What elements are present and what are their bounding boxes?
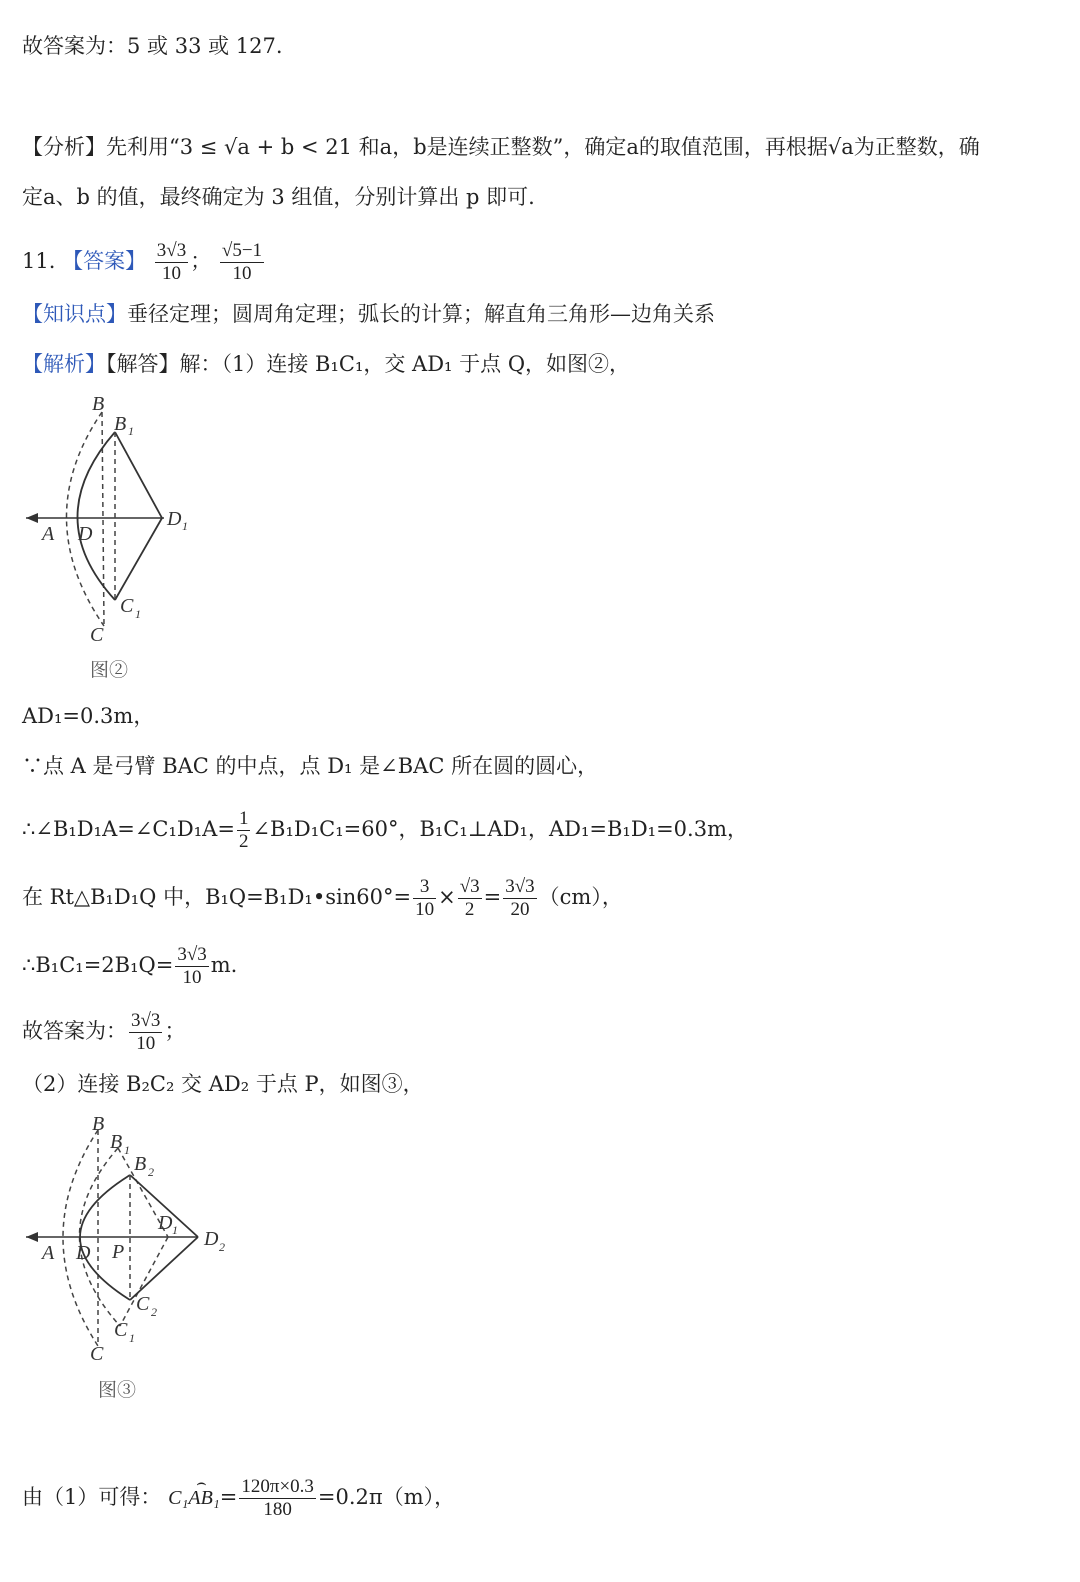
times-sign: × xyxy=(438,885,456,909)
question-number: 11. xyxy=(22,249,56,273)
label-B: B xyxy=(92,393,105,415)
fraction-denominator: 10 xyxy=(415,899,435,920)
half-fraction xyxy=(237,808,251,853)
answer-tag: 【答案】 xyxy=(62,249,147,273)
equals-sign: = xyxy=(483,885,502,909)
rt-triangle-line xyxy=(22,876,623,921)
part2-line: （2）连接 B₂C₂ 交 AD₂ 于点 P，如图③， xyxy=(22,1072,424,1096)
fraction-numerator: √5−1 xyxy=(221,240,263,261)
separator: ； xyxy=(190,249,212,273)
analysis-line-2: 定a、b 的值，最终确定为 3 组值，分别计算出 p 即可. xyxy=(22,185,535,209)
fraction xyxy=(458,876,482,921)
fraction-denominator: 10 xyxy=(136,1033,156,1054)
label-B: B xyxy=(92,1113,105,1135)
angle-text-end: ∠B₁D₁C₁=60°，B₁C₁⊥AD₁，AD₁=B₁D₁=0.3m， xyxy=(252,817,748,841)
rt-text: 在 Rt△B₁D₁Q 中，B₁Q=B₁D₁•sin60°= xyxy=(22,885,412,909)
because-line: ∵点 A 是弓臂 BAC 的中点，点 D₁ 是∠BAC 所在圆的圆心， xyxy=(22,754,599,778)
arc-notation xyxy=(168,1475,220,1512)
fraction-numerator: 1 xyxy=(238,808,249,829)
fraction-numerator: 3√3 xyxy=(505,876,535,897)
answer-fraction-1 xyxy=(155,240,188,285)
fraction xyxy=(175,944,208,989)
label-C: C xyxy=(90,624,104,646)
label-sub: 1 xyxy=(172,1223,178,1237)
from-text: 由（1）可得： xyxy=(22,1485,162,1509)
ad1-line: AD₁=0.3m， xyxy=(22,704,155,728)
unit-text: m. xyxy=(210,953,238,977)
fraction-denominator: 20 xyxy=(510,899,530,920)
fraction xyxy=(129,1010,162,1055)
label-A: A xyxy=(42,523,55,545)
fraction-numerator: 3 xyxy=(413,876,436,899)
figure-2-caption: 图② xyxy=(90,660,129,681)
solution-line xyxy=(22,350,630,378)
label-C1: C xyxy=(114,1319,128,1341)
solution-tag: 【解析】 xyxy=(22,352,106,376)
figure-3-bow-diagram xyxy=(20,1108,250,1408)
separator: ； xyxy=(164,1019,186,1043)
figure-2-bow-diagram xyxy=(20,390,220,690)
fraction-denominator: 180 xyxy=(263,1499,292,1520)
knowledge-point-tag: 【知识点】 xyxy=(22,302,127,326)
label-sub: 2 xyxy=(219,1240,225,1254)
q11-answer-line xyxy=(22,240,266,285)
label-sub: 2 xyxy=(148,1165,154,1179)
knowledge-point-text: 垂径定理；圆周角定理；弧长的计算；解直角三角形—边角关系 xyxy=(127,302,715,326)
solution-text: 【解答】解：（1）连接 B₁C₁，交 AD₁ 于点 Q，如图②， xyxy=(106,352,631,376)
arc-label: C₁AB₁ xyxy=(168,1487,220,1509)
label-C2: C xyxy=(136,1293,150,1315)
fraction-denominator: 10 xyxy=(162,263,181,284)
result-text: =0.2π（m）， xyxy=(317,1485,456,1509)
arc-length-line xyxy=(22,1476,455,1521)
label-D: D xyxy=(76,1242,91,1264)
label-sub: 1 xyxy=(128,424,134,438)
label-sub: 2 xyxy=(151,1305,157,1319)
fraction xyxy=(503,876,536,921)
label-D2: D xyxy=(204,1228,219,1250)
equals-sign: = xyxy=(219,1485,238,1509)
label-C1: C xyxy=(120,595,134,617)
angle-text: ∴∠B₁D₁A=∠C₁D₁A= xyxy=(22,817,235,841)
figure-3-caption: 图③ xyxy=(98,1380,137,1401)
fraction-numerator: 3√3 xyxy=(131,1010,161,1031)
fraction-numerator: 120π×0.3 xyxy=(241,1476,314,1497)
label-A: A xyxy=(42,1242,55,1264)
unit-text: （cm）， xyxy=(538,885,623,909)
fraction-denominator: 10 xyxy=(182,967,202,988)
label-D1: D xyxy=(167,508,182,530)
label-C: C xyxy=(90,1343,104,1365)
fraction-numerator: 3√3 xyxy=(156,240,187,261)
fraction-denominator: 10 xyxy=(232,263,252,284)
analysis-line-1: 【分析】先利用“3 ≤ √a + b < 21 和a，b是连续正整数”，确定a的取值范围，再根据√a为正整数，确 xyxy=(22,135,980,159)
fraction-denominator: 2 xyxy=(238,831,249,852)
fraction xyxy=(413,876,436,921)
arc-icon: ⌢ xyxy=(196,1475,207,1492)
label-sub: 1 xyxy=(182,519,188,533)
label-B2: B xyxy=(134,1153,147,1175)
answer-fraction-2 xyxy=(220,240,264,285)
b1c1-text: ∴B₁C₁=2B₁Q= xyxy=(22,953,174,977)
label-sub: 1 xyxy=(129,1331,135,1345)
label-sub: 1 xyxy=(135,607,141,621)
label-B1: B xyxy=(114,413,127,435)
fraction-denominator: 2 xyxy=(464,899,475,920)
label-P: P xyxy=(112,1241,125,1263)
answer-line-q10: 故答案为：5 或 33 或 127. xyxy=(22,34,283,58)
answer-part1-line xyxy=(22,1010,185,1055)
knowledge-point-line xyxy=(22,300,715,328)
label-D: D xyxy=(78,523,93,545)
label-D1: D xyxy=(158,1212,173,1234)
label-sub: 1 xyxy=(124,1143,130,1157)
fraction-numerator: 3√3 xyxy=(177,944,207,965)
answer-text: 故答案为： xyxy=(22,1019,127,1043)
label-B1: B xyxy=(110,1131,123,1153)
fraction xyxy=(239,1476,316,1521)
fraction-numerator: √3 xyxy=(459,876,480,897)
b1c1-line xyxy=(22,944,237,989)
therefore-angle-line xyxy=(22,808,748,853)
